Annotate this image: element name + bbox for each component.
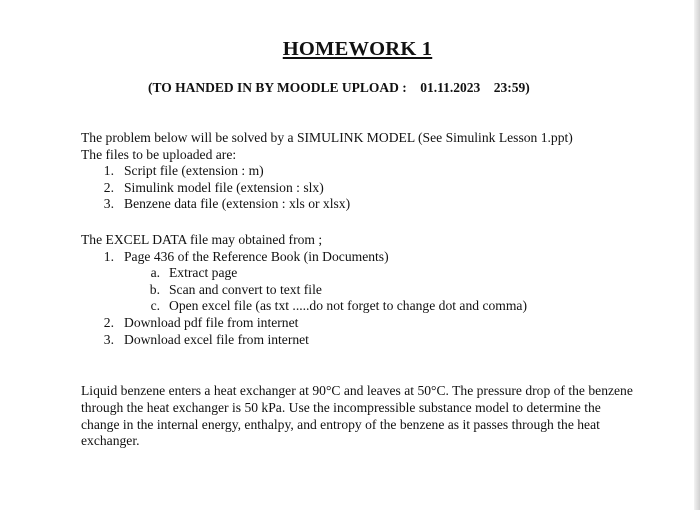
- document-title: HOMEWORK 1: [282, 38, 433, 60]
- intro-line-2: The files to be uploaded are:: [81, 146, 237, 162]
- list-number: 2.: [103, 179, 114, 195]
- list-subitem-c: [81, 298, 527, 315]
- list-item-file-1: [81, 163, 573, 180]
- list-text: Open excel file (as txt .....do not forget to change dot and comma): [169, 298, 527, 314]
- list-text: Script file (extension : m): [124, 163, 264, 179]
- list-number: 2.: [103, 314, 114, 330]
- list-subitem-a: [81, 265, 527, 282]
- list-text: Scan and convert to text file: [169, 281, 322, 297]
- list-number: 1.: [103, 163, 114, 179]
- list-number: 3.: [103, 196, 114, 212]
- document-subtitle: (TO HANDED IN BY MOODLE UPLOAD : 01.11.2023 23:59): [148, 80, 530, 95]
- list-number: 3.: [103, 331, 114, 347]
- excel-section: [81, 232, 527, 348]
- list-subitem-b: [81, 282, 527, 299]
- intro-section: [81, 130, 573, 213]
- page-edge-shadow: [694, 0, 700, 510]
- list-item-source-2: [81, 315, 527, 332]
- list-text: Extract page: [169, 265, 238, 281]
- list-text: Simulink model file (extension : slx): [124, 179, 324, 195]
- list-letter: a.: [150, 265, 160, 281]
- list-item-source-3: [81, 332, 527, 349]
- problem-statement: Liquid benzene enters a heat exchanger at 90°C and leaves at 50°C. The pressure drop of the benzene through the heat exchanger is 50 kPa. Use the incompressible substance model to determine the change in the internal energy, enthalpy, and entropy of the benzene as it passes through the heat exchanger.: [81, 383, 633, 449]
- list-text: Benzene data file (extension : xls or xlsx): [124, 196, 351, 212]
- list-text: Download excel file from internet: [124, 331, 309, 347]
- list-number: 1.: [103, 248, 114, 264]
- excel-heading: The EXCEL DATA file may obtained from ;: [81, 232, 323, 247]
- list-item-file-2: [81, 180, 573, 197]
- list-letter: c.: [150, 298, 160, 314]
- list-item-source-1: [81, 249, 527, 266]
- list-item-file-3: [81, 196, 573, 213]
- list-text: Page 436 of the Reference Book (in Documents): [124, 248, 389, 264]
- list-text: Download pdf file from internet: [124, 314, 299, 330]
- intro-line-1: The problem below will be solved by a SIMULINK MODEL (See Simulink Lesson 1.ppt): [81, 130, 573, 145]
- list-letter: b.: [149, 281, 160, 297]
